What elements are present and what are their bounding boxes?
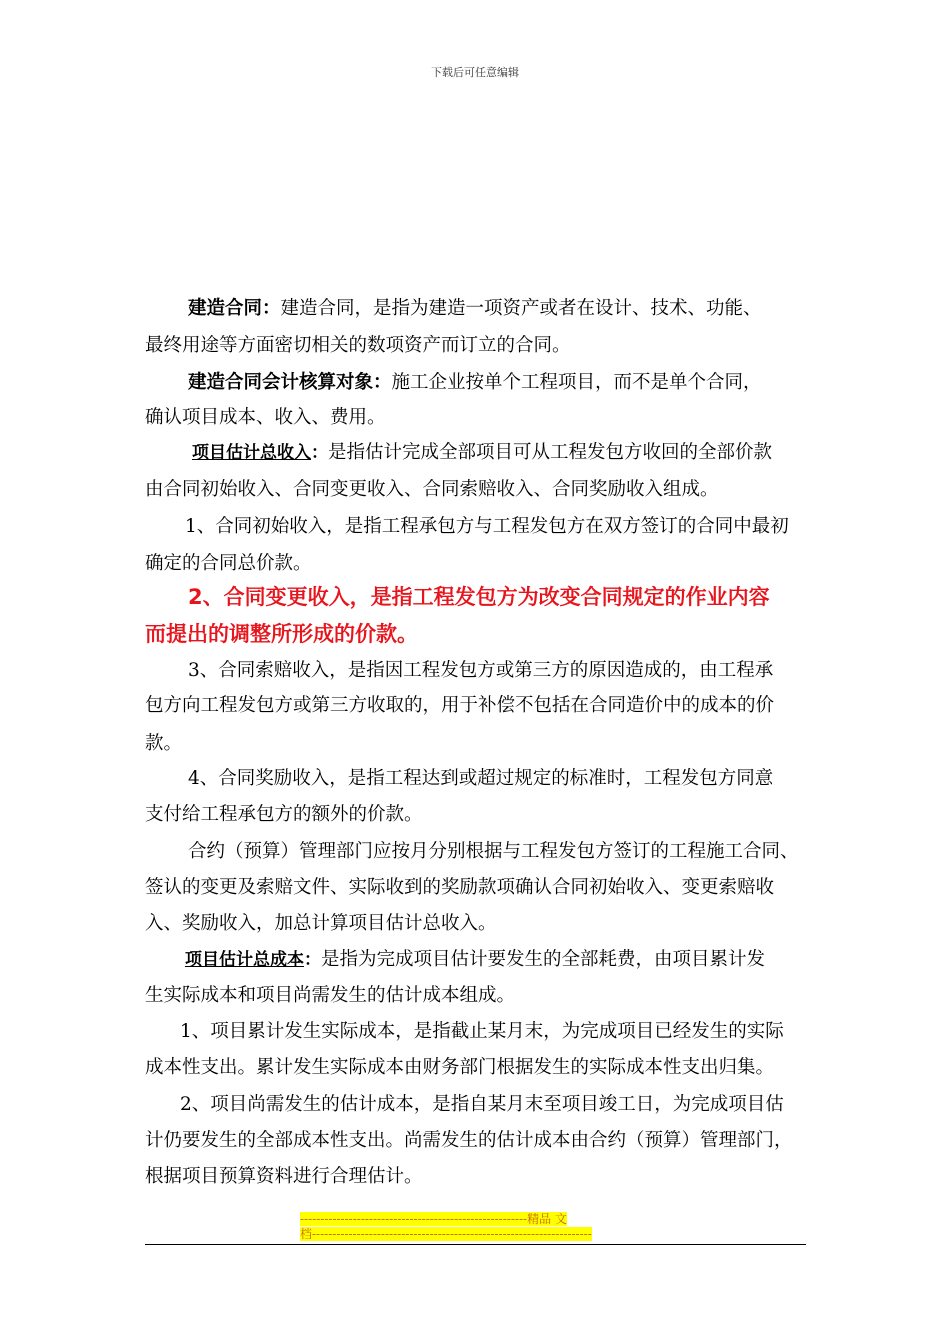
para-claim-revenue-line3: 款。	[145, 733, 183, 754]
para-remaining-cost-line1: 2、项目尚需发生的估计成本，是指自某月末至项目竣工日，为完成项目估	[180, 1094, 784, 1115]
para-contract-dept-line2: 签认的变更及索赔文件、实际收到的奖励款项确认合同初始收入、变更索赔收	[145, 877, 775, 898]
para-construction-contract-line1	[188, 297, 762, 321]
para-estimated-revenue-line2: 由合同初始收入、合同变更收入、合同索赔收入、合同奖励收入组成。	[145, 479, 719, 500]
para-construction-contract-line2: 最终用途等方面密切相关的数项资产而订立的合同。	[145, 335, 571, 356]
text: 是指估计完成全部项目可从工程发包方收回的全部价款	[328, 442, 773, 463]
footer-divider	[145, 1244, 806, 1245]
term-estimated-cost: 项目估计总成本	[185, 950, 304, 970]
para-contract-dept-line1: 合约（预算）管理部门应按月分别根据与工程发包方签订的工程施工合同、	[188, 841, 799, 862]
para-change-revenue-line1: 2、合同变更收入，是指工程发包方为改变合同规定的作业内容	[188, 585, 770, 609]
para-remaining-cost-line2: 计仍要发生的全部成本性支出。尚需发生的估计成本由合约（预算）管理部门，	[145, 1130, 793, 1151]
text: 施工企业按单个工程项目，而不是单个合同，	[391, 372, 762, 393]
colon: ：	[311, 443, 328, 463]
footer-text: 档---------------------------------------------------------------------	[300, 1227, 592, 1241]
para-claim-revenue-line2: 包方向工程发包方或第三方收取的，用于补偿不包括在合同造价中的成本的价	[145, 695, 775, 716]
para-accounting-object-line1	[188, 371, 762, 395]
para-estimated-cost-line2: 生实际成本和项目尚需发生的估计成本组成。	[145, 985, 516, 1006]
para-initial-revenue-line1: 1、合同初始收入，是指工程承包方与工程发包方在双方签订的合同中最初	[185, 516, 789, 537]
footer-text: --------------------------------------------------------精品 文	[300, 1212, 567, 1226]
para-claim-revenue-line1: 3、合同索赔收入，是指因工程发包方或第三方的原因造成的，由工程承	[188, 660, 774, 681]
para-change-revenue-line2: 而提出的调整所形成的价款。	[145, 622, 418, 646]
text: 是指为完成项目估计要发生的全部耗费，由项目累计发	[321, 949, 766, 970]
footer-line2	[300, 1227, 650, 1241]
para-remaining-cost-line3: 根据项目预算资料进行合理估计。	[145, 1166, 423, 1187]
para-initial-revenue-line2: 确定的合同总价款。	[145, 553, 312, 574]
footer-line1	[300, 1212, 650, 1226]
para-reward-revenue-line1: 4、合同奖励收入，是指工程达到或超过规定的标准时，工程发包方同意	[188, 768, 774, 789]
para-actual-cost-line1: 1、项目累计发生实际成本，是指截止某月末，为完成项目已经发生的实际	[180, 1021, 784, 1042]
term-accounting-object: 建造合同会计核算对象：	[188, 372, 392, 393]
colon: ：	[304, 950, 321, 970]
term-estimated-revenue: 项目估计总收入	[192, 443, 311, 463]
para-estimated-revenue-line1	[192, 441, 772, 465]
para-accounting-object-line2: 确认项目成本、收入、费用。	[145, 407, 386, 428]
page-header-text: 下载后可任意编辑	[431, 66, 519, 79]
text: 建造合同，是指为建造一项资产或者在设计、技术、功能、	[280, 298, 762, 319]
para-contract-dept-line3: 入、奖励收入，加总计算项目估计总收入。	[145, 913, 497, 934]
term-construction-contract: 建造合同：	[188, 298, 281, 319]
para-actual-cost-line2: 成本性支出。累计发生实际成本由财务部门根据发生的实际成本性支出归集。	[145, 1057, 775, 1078]
para-estimated-cost-line1	[185, 948, 765, 972]
para-reward-revenue-line2: 支付给工程承包方的额外的价款。	[145, 804, 423, 825]
